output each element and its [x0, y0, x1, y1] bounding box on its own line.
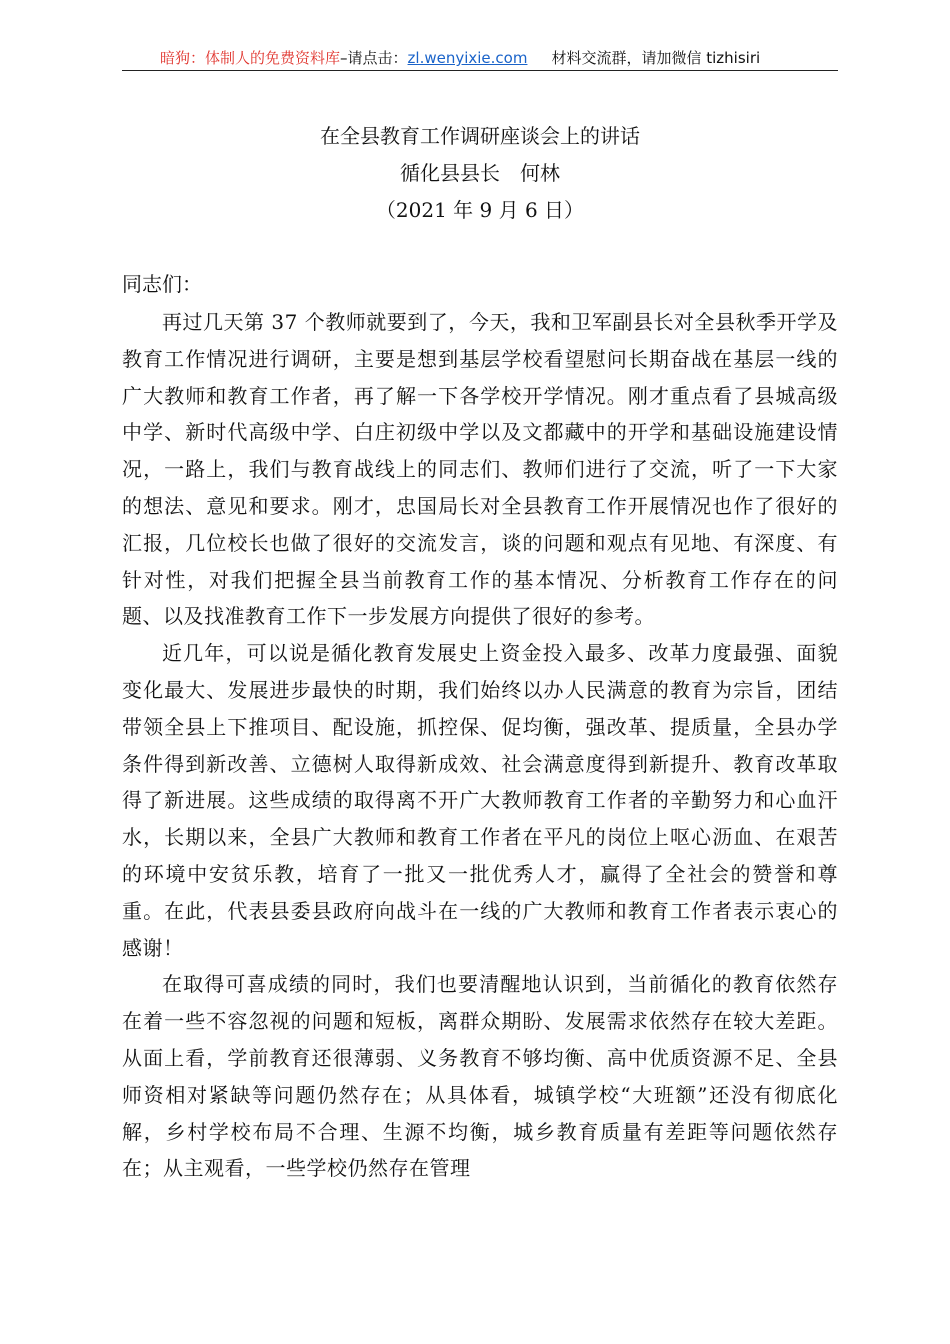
paragraph-1: 再过几天第 37 个教师就要到了，今天，我和卫军副县长对全县秋季开学及教育工作情况进行调研，主要是想到基层学校看望慰问长期奋战在基层一线的广大教师和教育工作者，再了解一下各学校开学情况。刚才重点看了县城高级中学、新时代高级中学、白庄初级中学以及文都藏中的开学和基础设施建设情况，一路上，我们与教育战线上的同志们、教师们进行了交流，听了一下大家的想法、意见和要求。刚才，忠国局长对全县教育工作开展情况也作了很好的汇报，几位校长也做了很好的交流发言，谈的问题和观点有见地、有深度、有针对性，对我们把握全县当前教育工作的基本情况、分析教育工作存在的问题、以及找准教育工作下一步发展方向提供了很好的参考。 — [122, 310, 838, 629]
paragraph-3: 在取得可喜成绩的同时，我们也要清醒地认识到，当前循化的教育依然存在着一些不容忽视的问题和短板，离群众期盼、发展需求依然存在较大差距。从面上看，学前教育还很薄弱、义务教育不够均衡、高中优质资源不足、全县师资相对紧缺等问题仍然存在；从具体看，城镇学校“大班额”还没有彻底化解，乡村学校布局不合理、生源不均衡，城乡教育质量有差距等问题依然存在；从主观看，一些学校仍然存在管理 — [122, 972, 838, 1181]
document-speaker: 循化县县长 何林 — [400, 161, 560, 185]
header-link[interactable]: zl.wenyixie.com — [407, 49, 528, 67]
paragraph-2: 近几年，可以说是循化教育发展史上资金投入最多、改革力度最强、面貌变化最大、发展进步最快的时期，我们始终以办人民满意的教育为宗旨，团结带领全县上下推项目、配设施，抓控保、促均衡，强改革、提质量，全县办学条件得到新改善、立德树人取得新成效、社会满意度得到新提升、教育改革取得了新进展。这些成绩的取得离不开广大教师教育工作者的辛勤努力和心血汗水，长期以来，全县广大教师和教育工作者在平凡的岗位上呕心沥血、在艰苦的环境中安贫乐教，培育了一批又一批优秀人才，赢得了全社会的赞誉和尊重。在此，代表县委县政府向战斗在一线的广大教师和教育工作者表示衷心的感谢！ — [122, 641, 838, 960]
document-date: （2021 年 9 月 6 日） — [375, 198, 585, 222]
document-body — [122, 304, 838, 1187]
page-header — [122, 46, 838, 70]
header-prompt: –请点击： — [340, 49, 408, 67]
salutation: 同志们： — [122, 272, 202, 296]
document-title: 在全县教育工作调研座谈会上的讲话 — [320, 124, 640, 148]
header-group-info: 材料交流群，请加微信 tizhisiri — [551, 49, 761, 67]
header-brand: 暗狗：体制人的免费资料库 — [160, 49, 341, 67]
title-block — [122, 118, 838, 229]
header-divider — [122, 70, 838, 71]
